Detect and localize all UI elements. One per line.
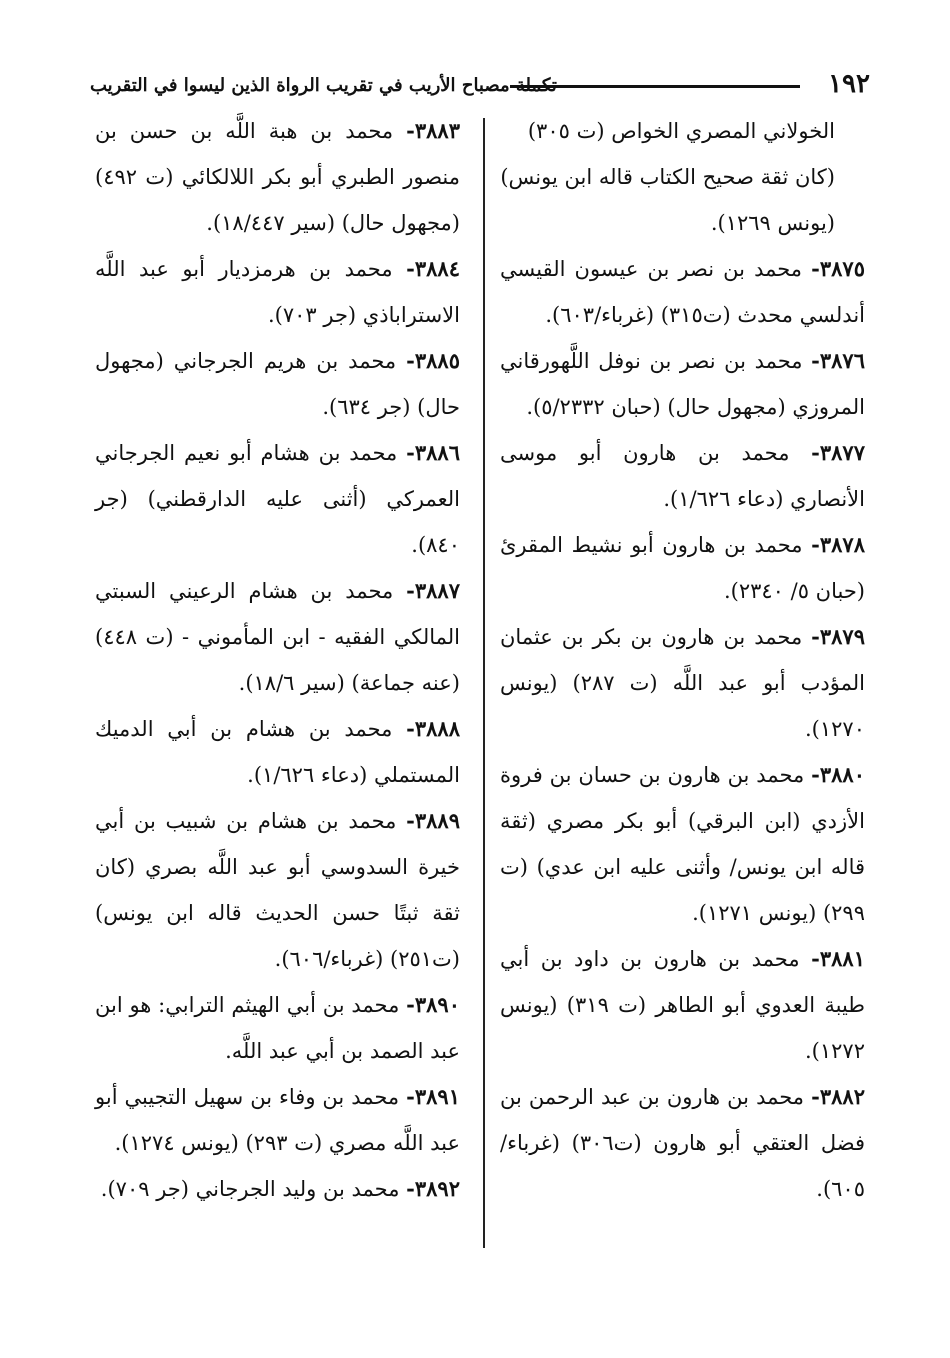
page-number: ١٩٢: [828, 69, 870, 99]
entry-number: ٣٨٨٥-: [406, 348, 460, 373]
entry-number: ٣٨٨٨-: [406, 716, 460, 741]
entry: [500, 246, 865, 338]
entry-number: ٣٨٧٨-: [811, 532, 865, 557]
entry-number: ٣٨٩٠-: [406, 992, 460, 1017]
entry-number: ٣٨٧٩-: [811, 624, 865, 649]
entry: [95, 706, 460, 798]
entry: [95, 1166, 460, 1212]
entry: [95, 982, 460, 1074]
entry-text: محمد بن أبي الهيثم الترابي: هو ابن عبد الصمد بن أبي عبد اللَّه.: [95, 993, 460, 1063]
entry-text: محمد بن هشام بن أبي الدميك المستملي (دعاء ١/٦٢٦).: [95, 717, 460, 787]
entry-text: محمد بن هارون أبو موسى الأنصاري (دعاء ١/٦٢٦).: [500, 441, 865, 511]
entry-text: محمد بن هشام بن شبيب بن أبي خيرة السدوسي أبو عبد اللَّه بصري (كان ثقة ثبتًا حسن الحديث قاله ابن يونس) (ت٢٥١) (غرباء/٦٠٦).: [95, 809, 460, 971]
entry-text: محمد بن هارون بن داود بن أبي طيبة العدوي أبو الطاهر (ت ٣١٩) (يونس ١٢٧٢).: [500, 947, 866, 1063]
left-column: [95, 108, 460, 1212]
entry-text: محمد بن هارون بن عبد الرحمن بن فضل العتقي أبو هارون (ت٣٠٦) (غرباء/٦٠٥).: [500, 1085, 865, 1201]
entry-text: محمد بن نصر بن نوفل اللَّهورقاني المروزي (مجهول حال) (حبان ٥/٢٣٣٢).: [500, 349, 865, 419]
entry-text: محمد بن هشام أبو نعيم الجرجاني العمركي (أثنى عليه الدارقطني) (جر ٨٤٠).: [95, 441, 460, 557]
entry: [500, 338, 865, 430]
entry-text: محمد بن هارون بن حسان بن فروة الأزدي (ابن البرقي) أبو بكر مصري (ثقة قاله ابن يونس/ وأثنى عليه ابن عدي) (ت ٢٩٩) (يونس ١٢٧١).: [500, 763, 865, 925]
entry-number: ٣٨٧٧-: [811, 440, 865, 465]
entry: [95, 246, 460, 338]
continuation-text: الخولاني المصري الخواص (ت ٣٠٥) (كان ثقة صحيح الكتاب قاله ابن يونس) (يونس ١٢٦٩).: [500, 119, 835, 235]
entry-number: ٣٨٨٤-: [406, 256, 460, 281]
entry: [500, 752, 865, 936]
entry-text: محمد بن هشام الرعيني السبتي المالكي الفقيه - ابن المأموني - (ت ٤٤٨) (عنه جماعة) (سير ١٨/٦).: [95, 579, 460, 695]
right-entries: [500, 246, 865, 1212]
left-entries: [95, 108, 460, 1212]
entry: [500, 1074, 865, 1212]
entry-text: محمد بن هارون بن بكر بن عثمان المؤدب أبو عبد اللَّه (ت ٢٨٧) (يونس ١٢٧٠).: [500, 625, 865, 741]
entry-number: ٣٨٨٦-: [406, 440, 460, 465]
entry: [95, 108, 460, 246]
entry-number: ٣٨٨٣-: [406, 118, 460, 143]
entry-number: ٣٨٨١-: [811, 946, 865, 971]
running-title: تكملة مصباح الأريب في تقريب الرواة الذين ليسوا في التقريب: [90, 75, 557, 96]
entry-number: ٣٨٨٠-: [811, 762, 865, 787]
entry-text: محمد بن وفاء بن سهيل التجيبي أبو عبد اللَّه مصري (ت ٢٩٣) (يونس ١٢٧٤).: [95, 1085, 460, 1155]
column-divider: [483, 118, 485, 1248]
entry-text: محمد بن هرمزديار أبو عبد اللَّه الاستراباذي (جر ٧٠٣).: [95, 257, 460, 327]
entry: [500, 614, 865, 752]
entry-number: ٣٨٨٢-: [811, 1084, 865, 1109]
entry-text: محمد بن نصر بن عيسون القيسي أندلسي محدث (ت٣١٥) (غرباء/٦٠٣).: [500, 257, 865, 327]
entry-text: محمد بن وليد الجرجاني (جر ٧٠٩).: [100, 1177, 400, 1201]
entry-text: محمد بن هبة اللَّه بن حسن بن منصور الطبري أبو بكر اللالكائي (ت ٤٩٢) (مجهول حال) (سير ١٨/٤٤٧).: [95, 119, 460, 235]
entry: [500, 430, 865, 522]
entry-number: ٣٨٧٦-: [811, 348, 865, 373]
right-column: [500, 108, 865, 1212]
page-header: [90, 68, 870, 108]
entry-number: ٣٨٧٥-: [811, 256, 865, 281]
entry-number: ٣٨٩١-: [406, 1084, 460, 1109]
entry-number: ٣٨٩٢-: [406, 1176, 460, 1201]
entry: [500, 936, 865, 1074]
entry: [95, 430, 460, 568]
entry-number: ٣٨٨٩-: [406, 808, 460, 833]
entry-text: محمد بن هريم الجرجاني (مجهول حال) (جر ٦٣٤).: [95, 349, 460, 419]
entry: [95, 568, 460, 706]
entry: [95, 1074, 460, 1166]
entry: [95, 338, 460, 430]
entry-number: ٣٨٨٧-: [406, 578, 460, 603]
entry-text: محمد بن هارون أبو نشيط المقرئ (حبان ٥/ ٢٣٤٠).: [500, 533, 865, 603]
entry: [500, 522, 865, 614]
entry: [95, 798, 460, 982]
